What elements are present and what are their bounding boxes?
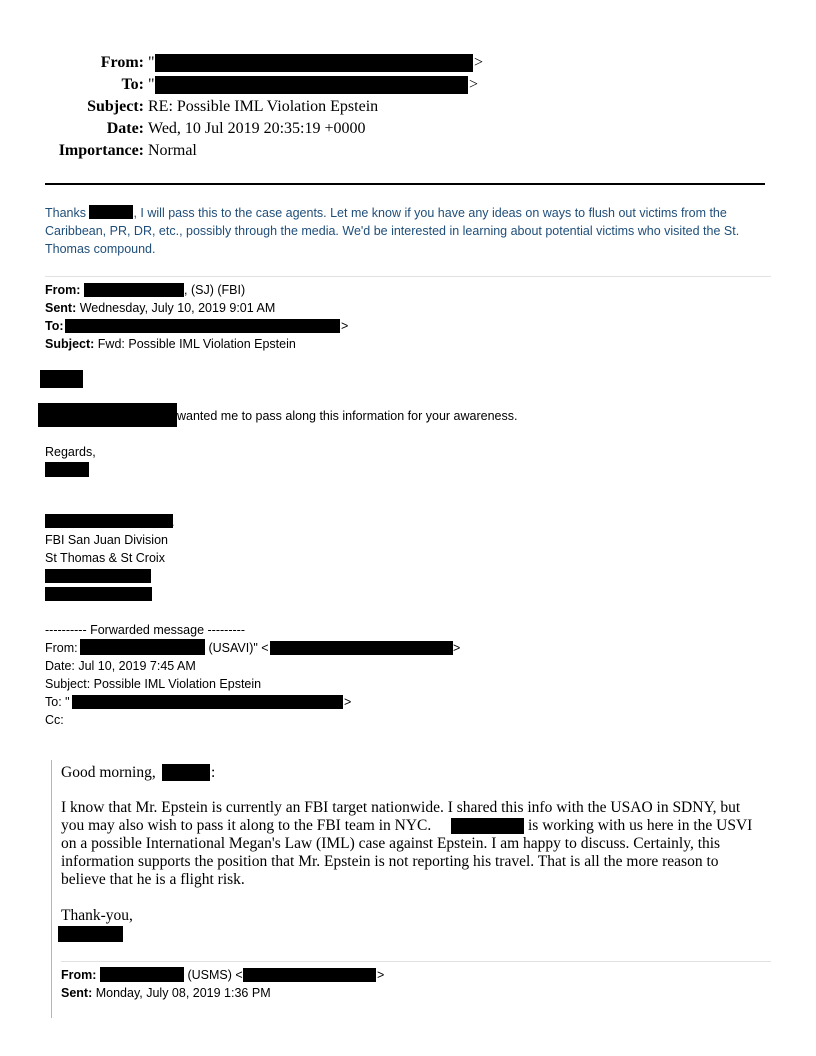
fbi-sig-dot: . [171, 515, 175, 529]
redaction [270, 641, 453, 655]
header-importance-label: Importance: [58, 142, 144, 159]
redaction [38, 403, 177, 427]
redaction [451, 818, 524, 834]
redaction [45, 462, 89, 477]
redaction [65, 319, 340, 333]
fbi-to-label: To: [45, 319, 64, 333]
usavi-para-line: I know that Mr. Epstein is currently an FBI target nationwide. I shared this info with the USAO in SDNY, but [61, 799, 741, 816]
forwarded-date: Date: Jul 10, 2019 7:45 AM [45, 659, 196, 673]
redaction [45, 514, 173, 528]
fbi-sent-row [45, 299, 275, 317]
redaction [45, 587, 152, 601]
reply-text: , I will pass this to the case agents. Let me know if you have any ideas on ways to flush out victims from the Caribbean, PR, DR, etc., possibly through the media. We'd be interested in learning about potential victims who visited the St. Thomas compound. [45, 206, 740, 256]
reply-body [45, 204, 765, 258]
redaction [155, 76, 468, 94]
usavi-closing: Thank-you, [61, 907, 133, 924]
forwarded-cc: Cc: [45, 713, 64, 727]
forwarded-from-label: From: [45, 641, 78, 655]
quote-bar [51, 760, 52, 1018]
redaction [89, 205, 133, 219]
header-date-value: Wed, 10 Jul 2019 20:35:19 +0000 [148, 120, 366, 137]
redaction [100, 967, 184, 982]
redaction [72, 695, 343, 709]
redaction [84, 283, 184, 297]
header-subject-value: RE: Possible IML Violation Epstein [148, 98, 379, 115]
fbi-sig-division: FBI San Juan Division [45, 533, 168, 547]
forwarded-to-label: To: " [45, 695, 70, 709]
redaction [45, 569, 151, 583]
header-from-label: From: [100, 54, 144, 71]
fbi-subject-row [45, 335, 296, 353]
fbi-to-close: > [341, 319, 349, 333]
fbi-from-value: , (SJ) (FBI) [184, 283, 246, 297]
fbi-subject-value: Fwd: Possible IML Violation Epstein [97, 337, 296, 351]
fbi-from-label: From: [45, 283, 81, 297]
reply-divider [45, 276, 771, 277]
usms-from-close: > [377, 968, 385, 982]
redaction [162, 764, 210, 781]
fbi-body-line: wanted me to pass along this information for your awareness. [177, 409, 518, 423]
fbi-to-row [45, 317, 64, 335]
redaction [155, 54, 473, 72]
redaction [40, 370, 83, 388]
fbi-regards: Regards, [45, 445, 96, 459]
usavi-para-line: on a possible International Megan's Law (IML) case against Epstein. I am happy to discuss. Certainly, this [61, 835, 721, 852]
usavi-greeting: Good morning, [61, 764, 156, 781]
usavi-para-line: you may also wish to pass it along to the FBI team in NYC. [61, 817, 432, 834]
usms-sent-row [61, 984, 271, 1002]
header-from-close: > [474, 54, 484, 71]
header-importance-value: Normal [148, 142, 197, 159]
redaction [243, 968, 376, 982]
usms-sent-value: Monday, July 08, 2019 1:36 PM [95, 986, 271, 1000]
header-to-label: To: [121, 76, 144, 93]
redaction [58, 926, 123, 942]
forwarded-from-value: (USAVI)" < [205, 641, 269, 655]
fbi-from-row [45, 281, 80, 299]
usms-divider [61, 961, 771, 962]
forwarded-from-close: > [453, 641, 461, 655]
fbi-sig-location: St Thomas & St Croix [45, 551, 165, 565]
usms-from-value: (USMS) < [184, 968, 243, 982]
usms-sent-label: Sent: [61, 986, 93, 1000]
usavi-para-line: believe that he is a flight risk. [61, 871, 245, 888]
usms-from-label: From: [61, 968, 97, 982]
usavi-para-line: is working with us here in the USVI [528, 817, 753, 834]
reply-greeting: Thanks [45, 206, 86, 220]
usavi-greeting-colon: : [211, 764, 216, 781]
fbi-sent-value: Wednesday, July 10, 2019 9:01 AM [79, 301, 276, 315]
forwarded-to-close: > [344, 695, 352, 709]
header-subject-label: Subject: [87, 98, 144, 115]
header-from-value: " [148, 54, 155, 71]
header-to-close: > [469, 76, 479, 93]
forwarded-subject: Subject: Possible IML Violation Epstein [45, 677, 262, 691]
header-divider [45, 183, 765, 185]
fbi-sent-label: Sent: [45, 301, 77, 315]
header-date-label: Date: [106, 120, 144, 137]
usavi-para-line: information supports the position that Mr. Epstein is not reporting his travel. That is all the more reason to [61, 853, 719, 870]
forwarded-divider: ---------- Forwarded message --------- [45, 623, 245, 637]
usms-from-row [61, 966, 96, 984]
redaction [80, 639, 205, 655]
header-to-value: " [148, 76, 155, 93]
fbi-subject-label: Subject: [45, 337, 95, 351]
